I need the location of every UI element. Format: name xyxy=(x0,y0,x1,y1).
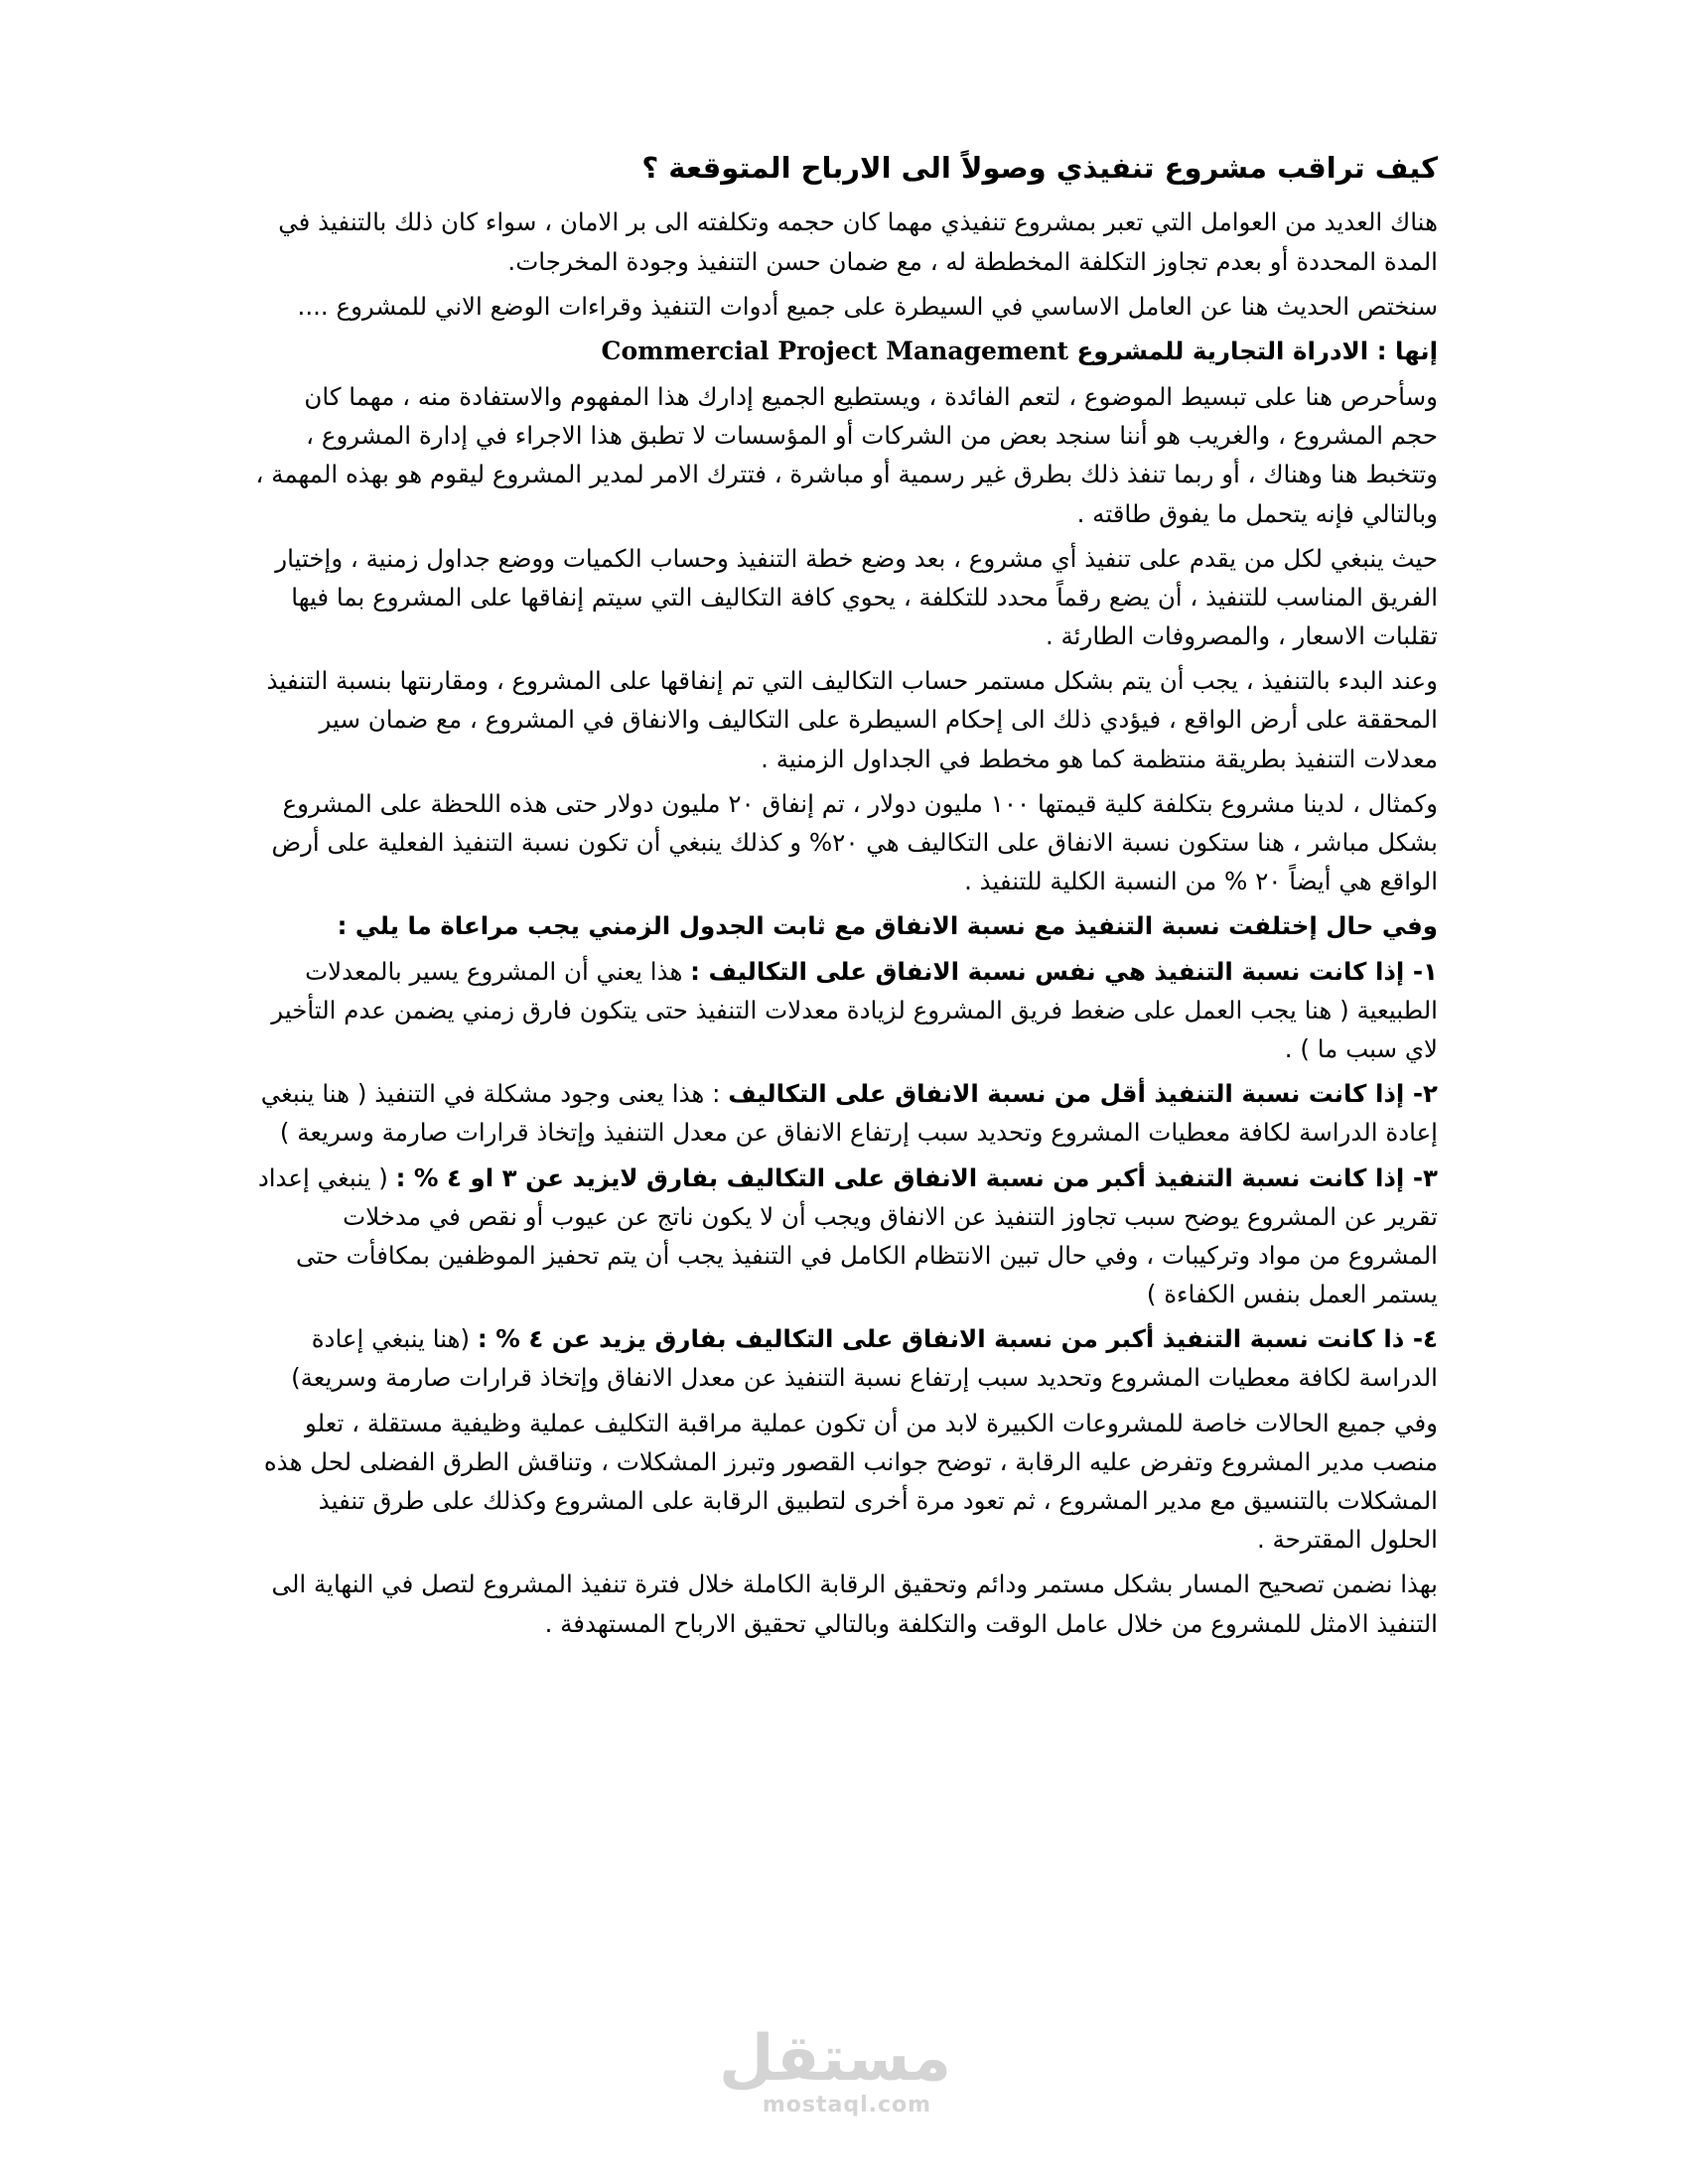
case-3-title: ٣- إذا كانت نسبة التنفيذ أكبر من نسبة الانفاق على التكاليف بفارق لايزيد عن ٣ او ٤ % : xyxy=(395,1162,1438,1192)
paragraph-2: حيث ينبغي لكل من يقدم على تنفيذ أي مشروع ، بعد وضع خطة التنفيذ وحساب الكميات ووضع جداول زمنية ، وإختيار الفريق المناسب للتنفيذ ، أن يضع رقماً محدد للتكلفة ، يحوي كافة التكاليف التي سيتم إنفاقها على المشروع بما فيها تقلبات الاسعار ، والمصروفات الطارئة . xyxy=(275,543,1438,651)
case-item-1 xyxy=(254,952,1438,1069)
case-2-text: : هذا يعنى وجود مشكلة في التنفيذ ( هنا ينبغي إعادة الدراسة لكافة معطيات المشروع وتحديد سبب إرتفاع الانفاق عن معدل التنفيذ وإتخاذ قرارات صارمة وسريعة ) xyxy=(260,1079,1438,1148)
case-item-3 xyxy=(254,1159,1438,1314)
paragraph-1: وسأحرص هنا على تبسيط الموضوع ، لتعم الفائدة ، ويستطيع الجميع إدارك هذا المفهوم والاستفادة منه ، مهما كان حجم المشروع ، والغريب هو أننا سنجد بعض من الشركات أو المؤسسات لا تطبق هذا الاجراء في إدارة المشروع ، وتتخبط هنا وهناك ، أو ربما تنفذ ذلك بطرق غير رسمية أو مباشرة ، فتترك الامر لمدير المشروع ليقوم هو بهذه المهمة ، وبالتالي فإنه يتحمل ما يفوق طاقته . xyxy=(255,381,1438,528)
case-2-title: ٢- إذا كانت نسبة التنفيذ أقل من نسبة الانفاق على التكاليف xyxy=(728,1079,1438,1109)
definition-english: Commercial Project Management xyxy=(601,336,1069,365)
case-1-title: ١- إذا كانت نسبة التنفيذ هي نفس نسبة الانفاق على التكاليف : xyxy=(690,956,1438,986)
mostaql-watermark xyxy=(718,2022,951,2117)
summary-paragraph: سنختص الحديث هنا عن العامل الاساسي في السيطرة على جميع أدوات التنفيذ وقراءات الوضع الاني للمشروع .... xyxy=(297,291,1438,321)
watermark-logo: مستقل xyxy=(718,2022,951,2096)
case-4-text: (هنا ينبغي إعادة الدراسة لكافة معطيات المشروع وتحديد سبب إرتفاع نسبة التنفيذ عن معدل الانفاق وإتخاذ قرارات صارمة وسريعة) xyxy=(291,1324,1438,1393)
case-item-4 xyxy=(254,1319,1438,1397)
paragraph-3: وعند البدء بالتنفيذ ، يجب أن يتم بشكل مستمر حساب التكاليف التي تم إنفاقها على المشروع ، ومقارنتها بنسبة التنفيذ المحققة على أرض الواقع ، فيؤدي ذلك الى إحكام السيطرة على التكاليف والانفاق في المشروع ، مع ضمان سير معدلات التنفيذ بطريقة منتظمة كما هو مخطط في الجداول الزمنية . xyxy=(266,666,1438,773)
intro-paragraph: هناك العديد من العوامل التي تعبر بمشروع تنفيذي مهما كان حجمه وتكلفته الى بر الامان ، سواء كان ذلك بالتنفيذ في المدة المحددة أو بعدم تجاوز التكلفة المخططة له ، مع ضمان حسن التنفيذ وجودة المخرجات. xyxy=(278,207,1438,276)
definition-arabic: إنها : الادراة التجارية للمشروع xyxy=(1076,336,1438,365)
definition-line xyxy=(254,332,1438,371)
article xyxy=(254,145,1438,1649)
paragraph-4: وكمثال ، لدينا مشروع بتكلفة كلية قيمتها ١٠٠ مليون دولار ، تم إنفاق ٢٠ مليون دولار حتى هذه اللحظة على المشروع بشكل مباشر ، هنا ستكون نسبة الانفاق على التكاليف هي ٢٠% و كذلك ينبغي أن تكون نسبة التنفيذ الفعلية على أرض الواقع هي أيضاً ٢٠ % من النسبة الكلية للتنفيذ . xyxy=(271,788,1438,896)
case-3-text: ( ينبغي إعداد تقرير عن المشروع يوضح سبب تجاوز التنفيذ عن الانفاق ويجب أن لا يكون ناتج عن عيوب أو نقص في مدخلات المشروع من مواد وتركيبات ، وفي حال تبين الانتظام الكامل في التنفيذ يجب أن يتم تحفيز الموظفين بمكافأت حتى يستمر العمل بنفس الكفاءة ) xyxy=(257,1162,1438,1309)
case-item-2 xyxy=(254,1074,1438,1152)
cases-heading: وفي حال إختلفت نسبة التنفيذ مع نسبة الانفاق مع ثابت الجدول الزمني يجب مراعاة ما يلي : xyxy=(337,911,1438,941)
case-1-text: هذا يعني أن المشروع يسير بالمعدلات الطبيعية ( هنا يجب العمل على ضغط فريق المشروع لزيادة معدلات التنفيذ حتى يتكون فارق زمني يضمن عدم التأخير لاي سبب ما ) . xyxy=(271,956,1438,1063)
watermark-url: mostaql.com xyxy=(762,2093,932,2117)
conclusion-paragraph: بهذا نضمن تصحيح المسار بشكل مستمر ودائم وتحقيق الرقابة الكاملة خلال فترة تنفيذ المشروع لتصل في النهاية الى التنفيذ الامثل للمشروع من خلال عامل الوقت والتكلفة وبالتالي تحقيق الارباح المستهدفة . xyxy=(271,1570,1438,1638)
case-4-title: ٤- ذا كانت نسبة التنفيذ أكبر من نسبة الانفاق على التكاليف بفارق يزيد عن ٤ % : xyxy=(477,1324,1438,1354)
paragraph-5: وفي جميع الحالات خاصة للمشروعات الكبيرة لابد من أن تكون عملية مراقبة التكليف عملية وظيفية مستقلة ، تعلو منصب مدير المشروع وتفرض عليه الرقابة ، توضح جوانب القصور وتبرز المشكلات ، وتناقش الطرق الفضلى لحل هذه المشكلات بالتنسيق مع مدير المشروع ، ثم تعود مرة أخرى لتطبيق الرقابة على المشروع وكذلك على طرق تنفيذ الحلول المقترحة . xyxy=(263,1408,1438,1555)
article-title: كيف تراقب مشروع تنفيذي وصولاً الى الارباح المتوقعة ؟ xyxy=(641,151,1438,185)
